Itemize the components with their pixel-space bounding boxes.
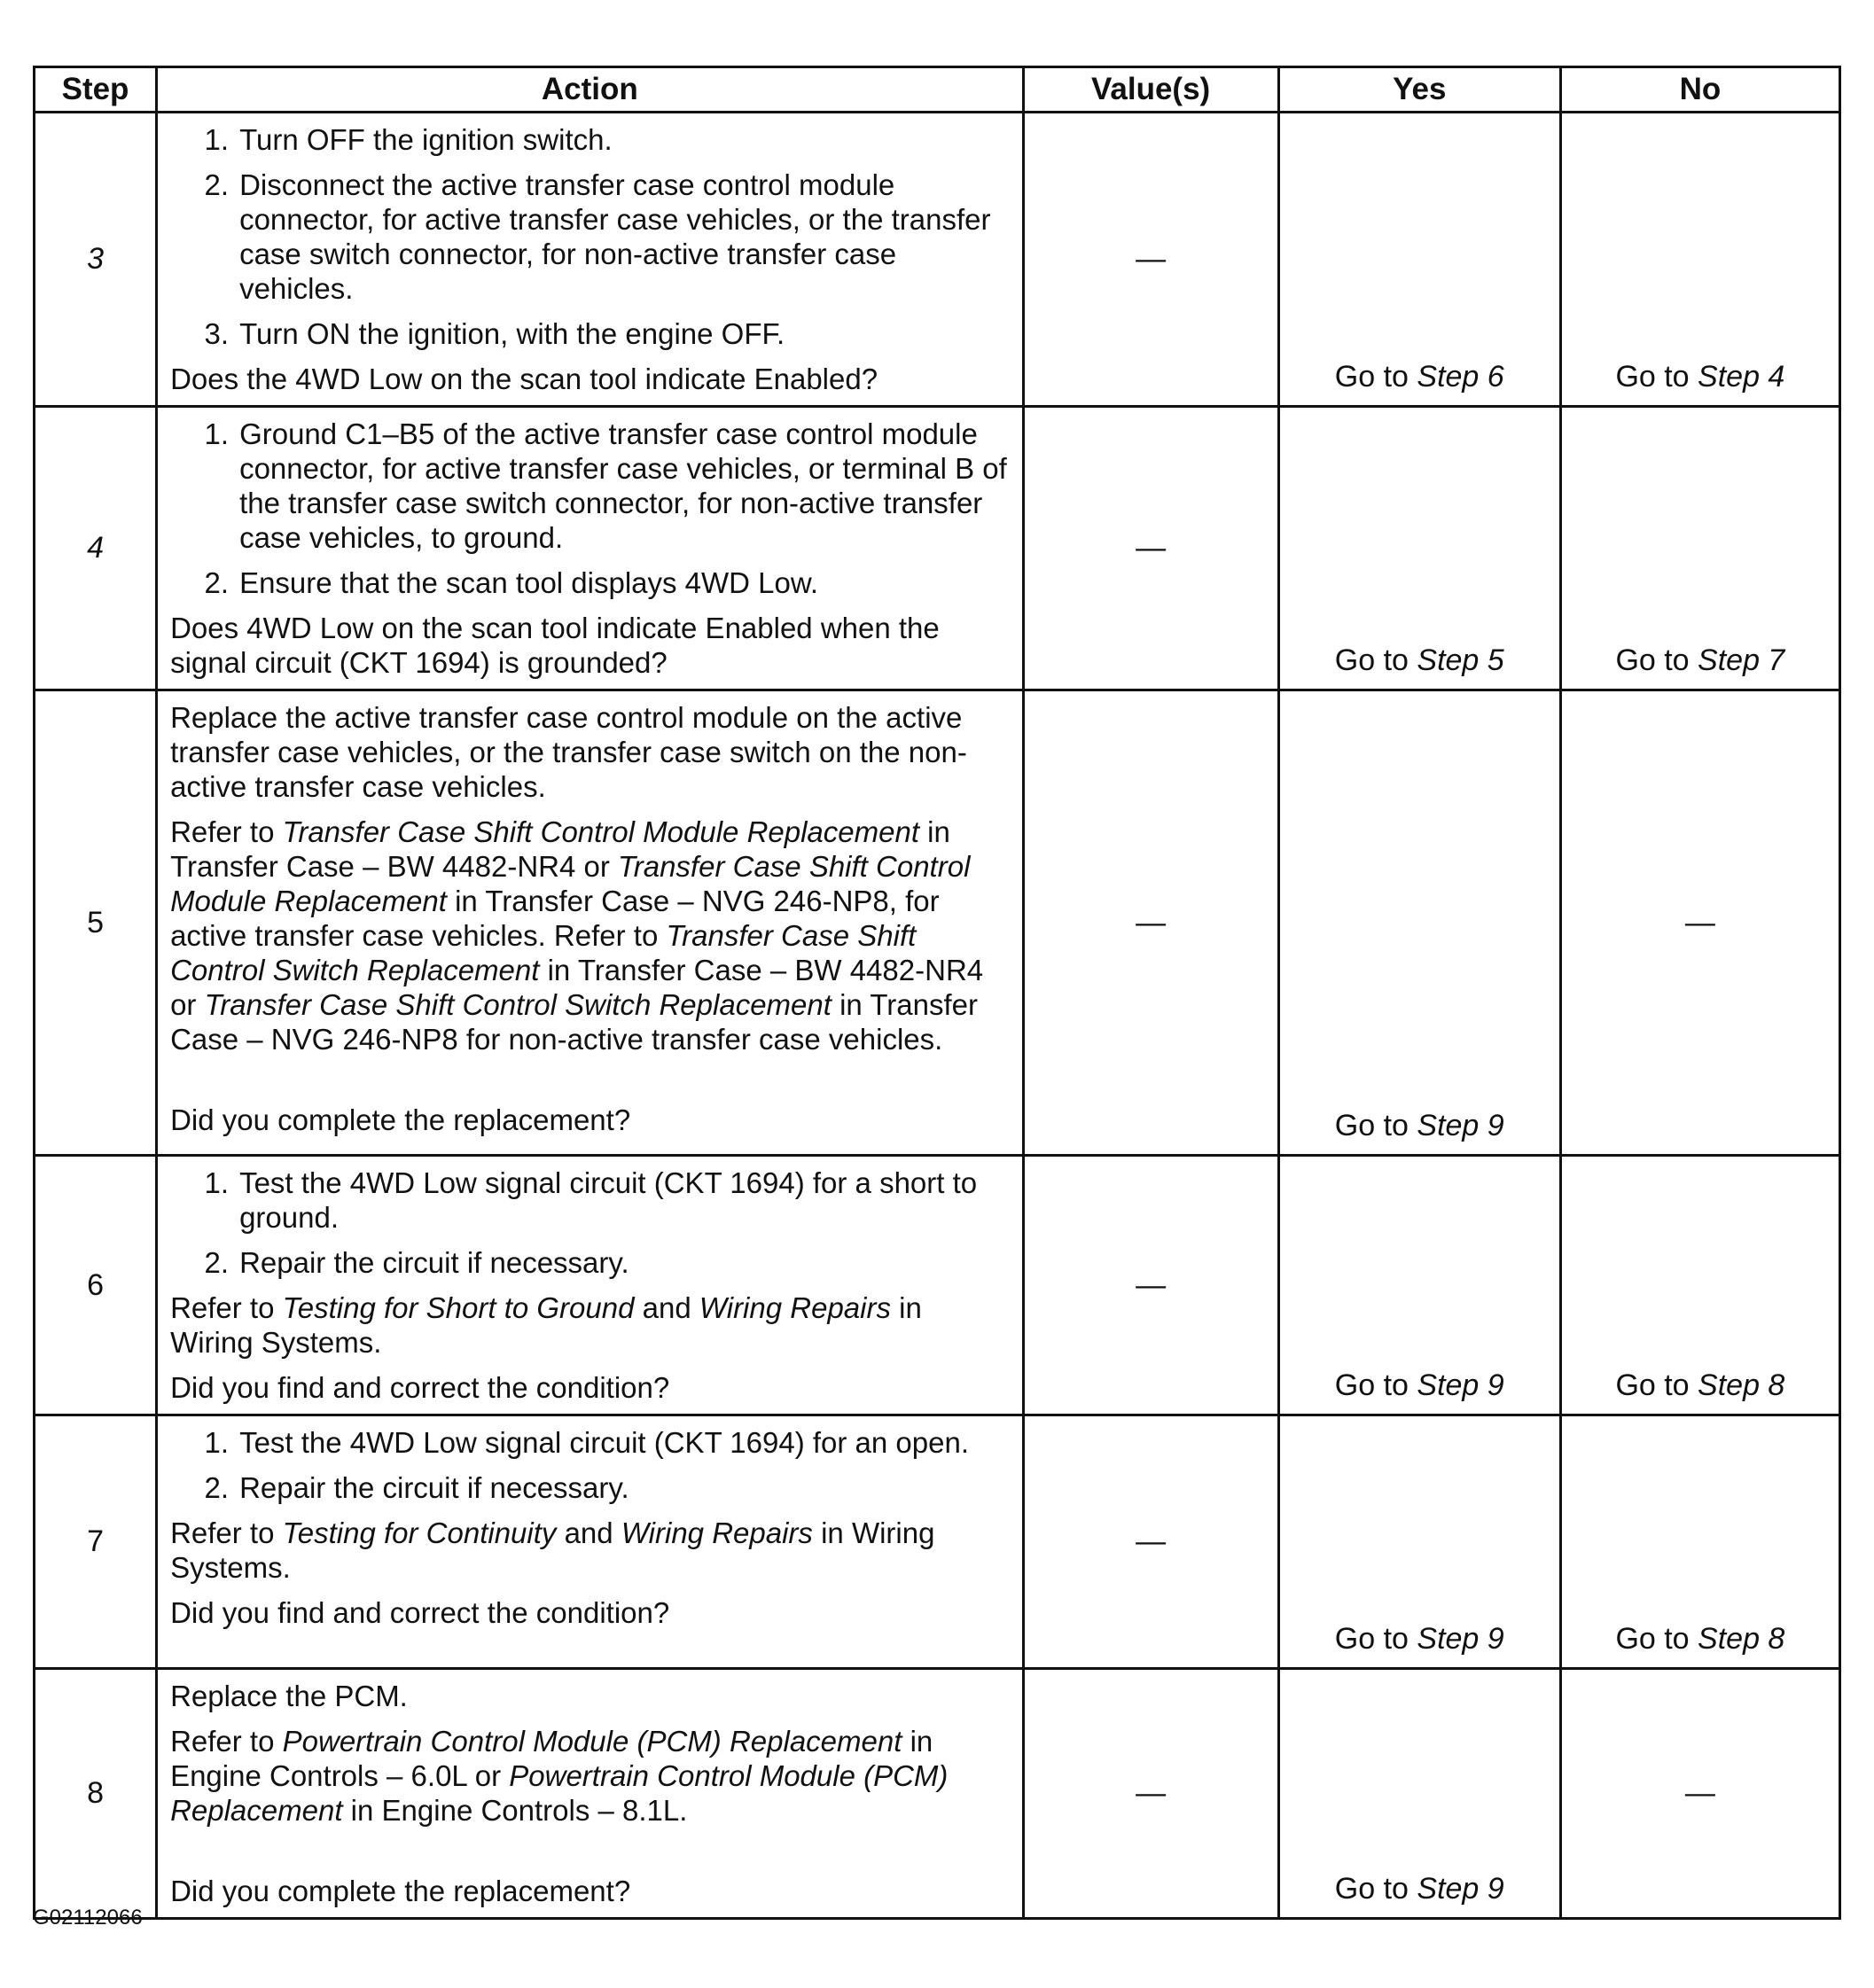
step-link: Step 8: [1698, 1368, 1785, 1402]
no-cell: Go to Step 8: [1560, 1415, 1839, 1669]
step-link: Step 9: [1417, 1622, 1504, 1656]
action-cell: [157, 113, 1023, 407]
list-item: 1. Ground C1–B5 of the active transfer case control module connector, for active transfer case vehicles, or terminal B of the transfer case switch connector, for non-active transfer case vehicles, to ground.: [204, 417, 1007, 554]
value-cell: —: [1023, 690, 1278, 1156]
no-cell: Go to Step 7: [1560, 407, 1839, 690]
step-link: Step 8: [1698, 1622, 1785, 1656]
list-item: 2. Repair the circuit if necessary.: [204, 1246, 629, 1279]
question-text: Does 4WD Low on the scan tool indicate Enabled when the signal circuit (CKT 1694) is grounded?: [170, 612, 940, 679]
step-link: Step 7: [1698, 643, 1785, 677]
list-item: 1. Test the 4WD Low signal circuit (CKT 1694) for an open.: [204, 1426, 969, 1459]
action-cell: [157, 1156, 1023, 1415]
no-cell: Go to Step 4: [1560, 113, 1839, 407]
reference-text: Refer to Powertrain Control Module (PCM) Replacement in Engine Controls – 6.0L or Powertrain Control Module (PCM) Replacement in Engine Controls – 8.1L.: [170, 1725, 949, 1827]
table-row: [35, 1156, 1840, 1415]
step-number: 5: [35, 690, 157, 1156]
yes-cell: Go to Step 9: [1278, 1156, 1560, 1415]
value-cell: —: [1023, 1669, 1278, 1919]
instruction-text: Replace the PCM.: [170, 1680, 408, 1712]
header-yes: Yes: [1278, 67, 1560, 113]
no-cell: Go to Step 8: [1560, 1156, 1839, 1415]
question-text: Did you complete the replacement?: [170, 1875, 631, 1907]
list-item: 2. Ensure that the scan tool displays 4WD Low.: [204, 566, 819, 599]
header-values: Value(s): [1023, 67, 1278, 113]
question-text: Did you find and correct the condition?: [170, 1371, 670, 1404]
yes-cell: Go to Step 5: [1278, 407, 1560, 690]
yes-cell: Go to Step 6: [1278, 113, 1560, 407]
step-number: 6: [35, 1156, 157, 1415]
step-link: Step 9: [1417, 1109, 1504, 1142]
list-item: 1. Turn OFF the ignition switch.: [204, 123, 613, 156]
header-step: Step: [35, 67, 157, 113]
value-cell: —: [1023, 113, 1278, 407]
action-cell: [157, 407, 1023, 690]
value-cell: —: [1023, 1156, 1278, 1415]
yes-cell: Go to Step 9: [1278, 690, 1560, 1156]
value-cell: —: [1023, 407, 1278, 690]
instruction-text: Replace the active transfer case control module on the active transfer case vehicles, or the transfer case switch on the non-active transfer case vehicles.: [170, 701, 967, 803]
table-row: [35, 1669, 1840, 1919]
step-number: 8: [35, 1669, 157, 1919]
step-link: Step 4: [1698, 360, 1785, 394]
table-row: [35, 1415, 1840, 1669]
yes-cell: Go to Step 9: [1278, 1415, 1560, 1669]
step-link: Step 9: [1417, 1368, 1504, 1402]
no-cell: —: [1560, 690, 1839, 1156]
step-number: 7: [35, 1415, 157, 1669]
reference-text: Refer to Transfer Case Shift Control Module Replacement in Transfer Case – BW 4482-NR4 or Transfer Case Shift Control Module Replacement in Transfer Case – NVG 246-NP8, for active transfer case vehicles. Refer to Transfer Case Shift Control Switch Replacement in Transfer Case – BW 4482-NR4 or Transfer Case Shift Control Switch Replacement in Transfer Case – NVG 246-NP8 for non-active transfer case vehicles.: [170, 815, 984, 1056]
table-row: [35, 690, 1840, 1156]
step-link: Step 9: [1417, 1872, 1504, 1906]
document-id: G02112066: [33, 1906, 143, 1930]
question-text: Does the 4WD Low on the scan tool indicate Enabled?: [170, 363, 878, 395]
list-item: 2. Disconnect the active transfer case control module connector, for active transfer case vehicles, or the transfer case switch connector, for non-active transfer case vehicles.: [204, 168, 991, 305]
value-cell: —: [1023, 1415, 1278, 1669]
question-text: Did you find and correct the condition?: [170, 1596, 670, 1629]
header-no: No: [1560, 67, 1839, 113]
list-item: 1. Test the 4WD Low signal circuit (CKT 1694) for a short to ground.: [204, 1166, 978, 1234]
action-cell: [157, 1415, 1023, 1669]
header-action: Action: [157, 67, 1023, 113]
table-row: [35, 407, 1840, 690]
step-number: 4: [35, 407, 157, 690]
list-item: 3. Turn ON the ignition, with the engine OFF.: [204, 317, 785, 350]
reference-text: Refer to Testing for Short to Ground and Wiring Repairs in Wiring Systems.: [170, 1291, 922, 1359]
table-row: [35, 113, 1840, 407]
no-cell: —: [1560, 1669, 1839, 1919]
action-cell: [157, 1669, 1023, 1919]
question-text: Did you complete the replacement?: [170, 1103, 631, 1136]
step-link: Step 6: [1417, 360, 1504, 394]
list-item: 2. Repair the circuit if necessary.: [204, 1471, 629, 1504]
yes-cell: Go to Step 9: [1278, 1669, 1560, 1919]
header-row: [35, 67, 1840, 113]
action-cell: [157, 690, 1023, 1156]
step-link: Step 5: [1417, 643, 1504, 677]
diagnostic-table: [33, 66, 1841, 1920]
reference-text: Refer to Testing for Continuity and Wiring Repairs in Wiring Systems.: [170, 1516, 935, 1584]
step-number: 3: [35, 113, 157, 407]
